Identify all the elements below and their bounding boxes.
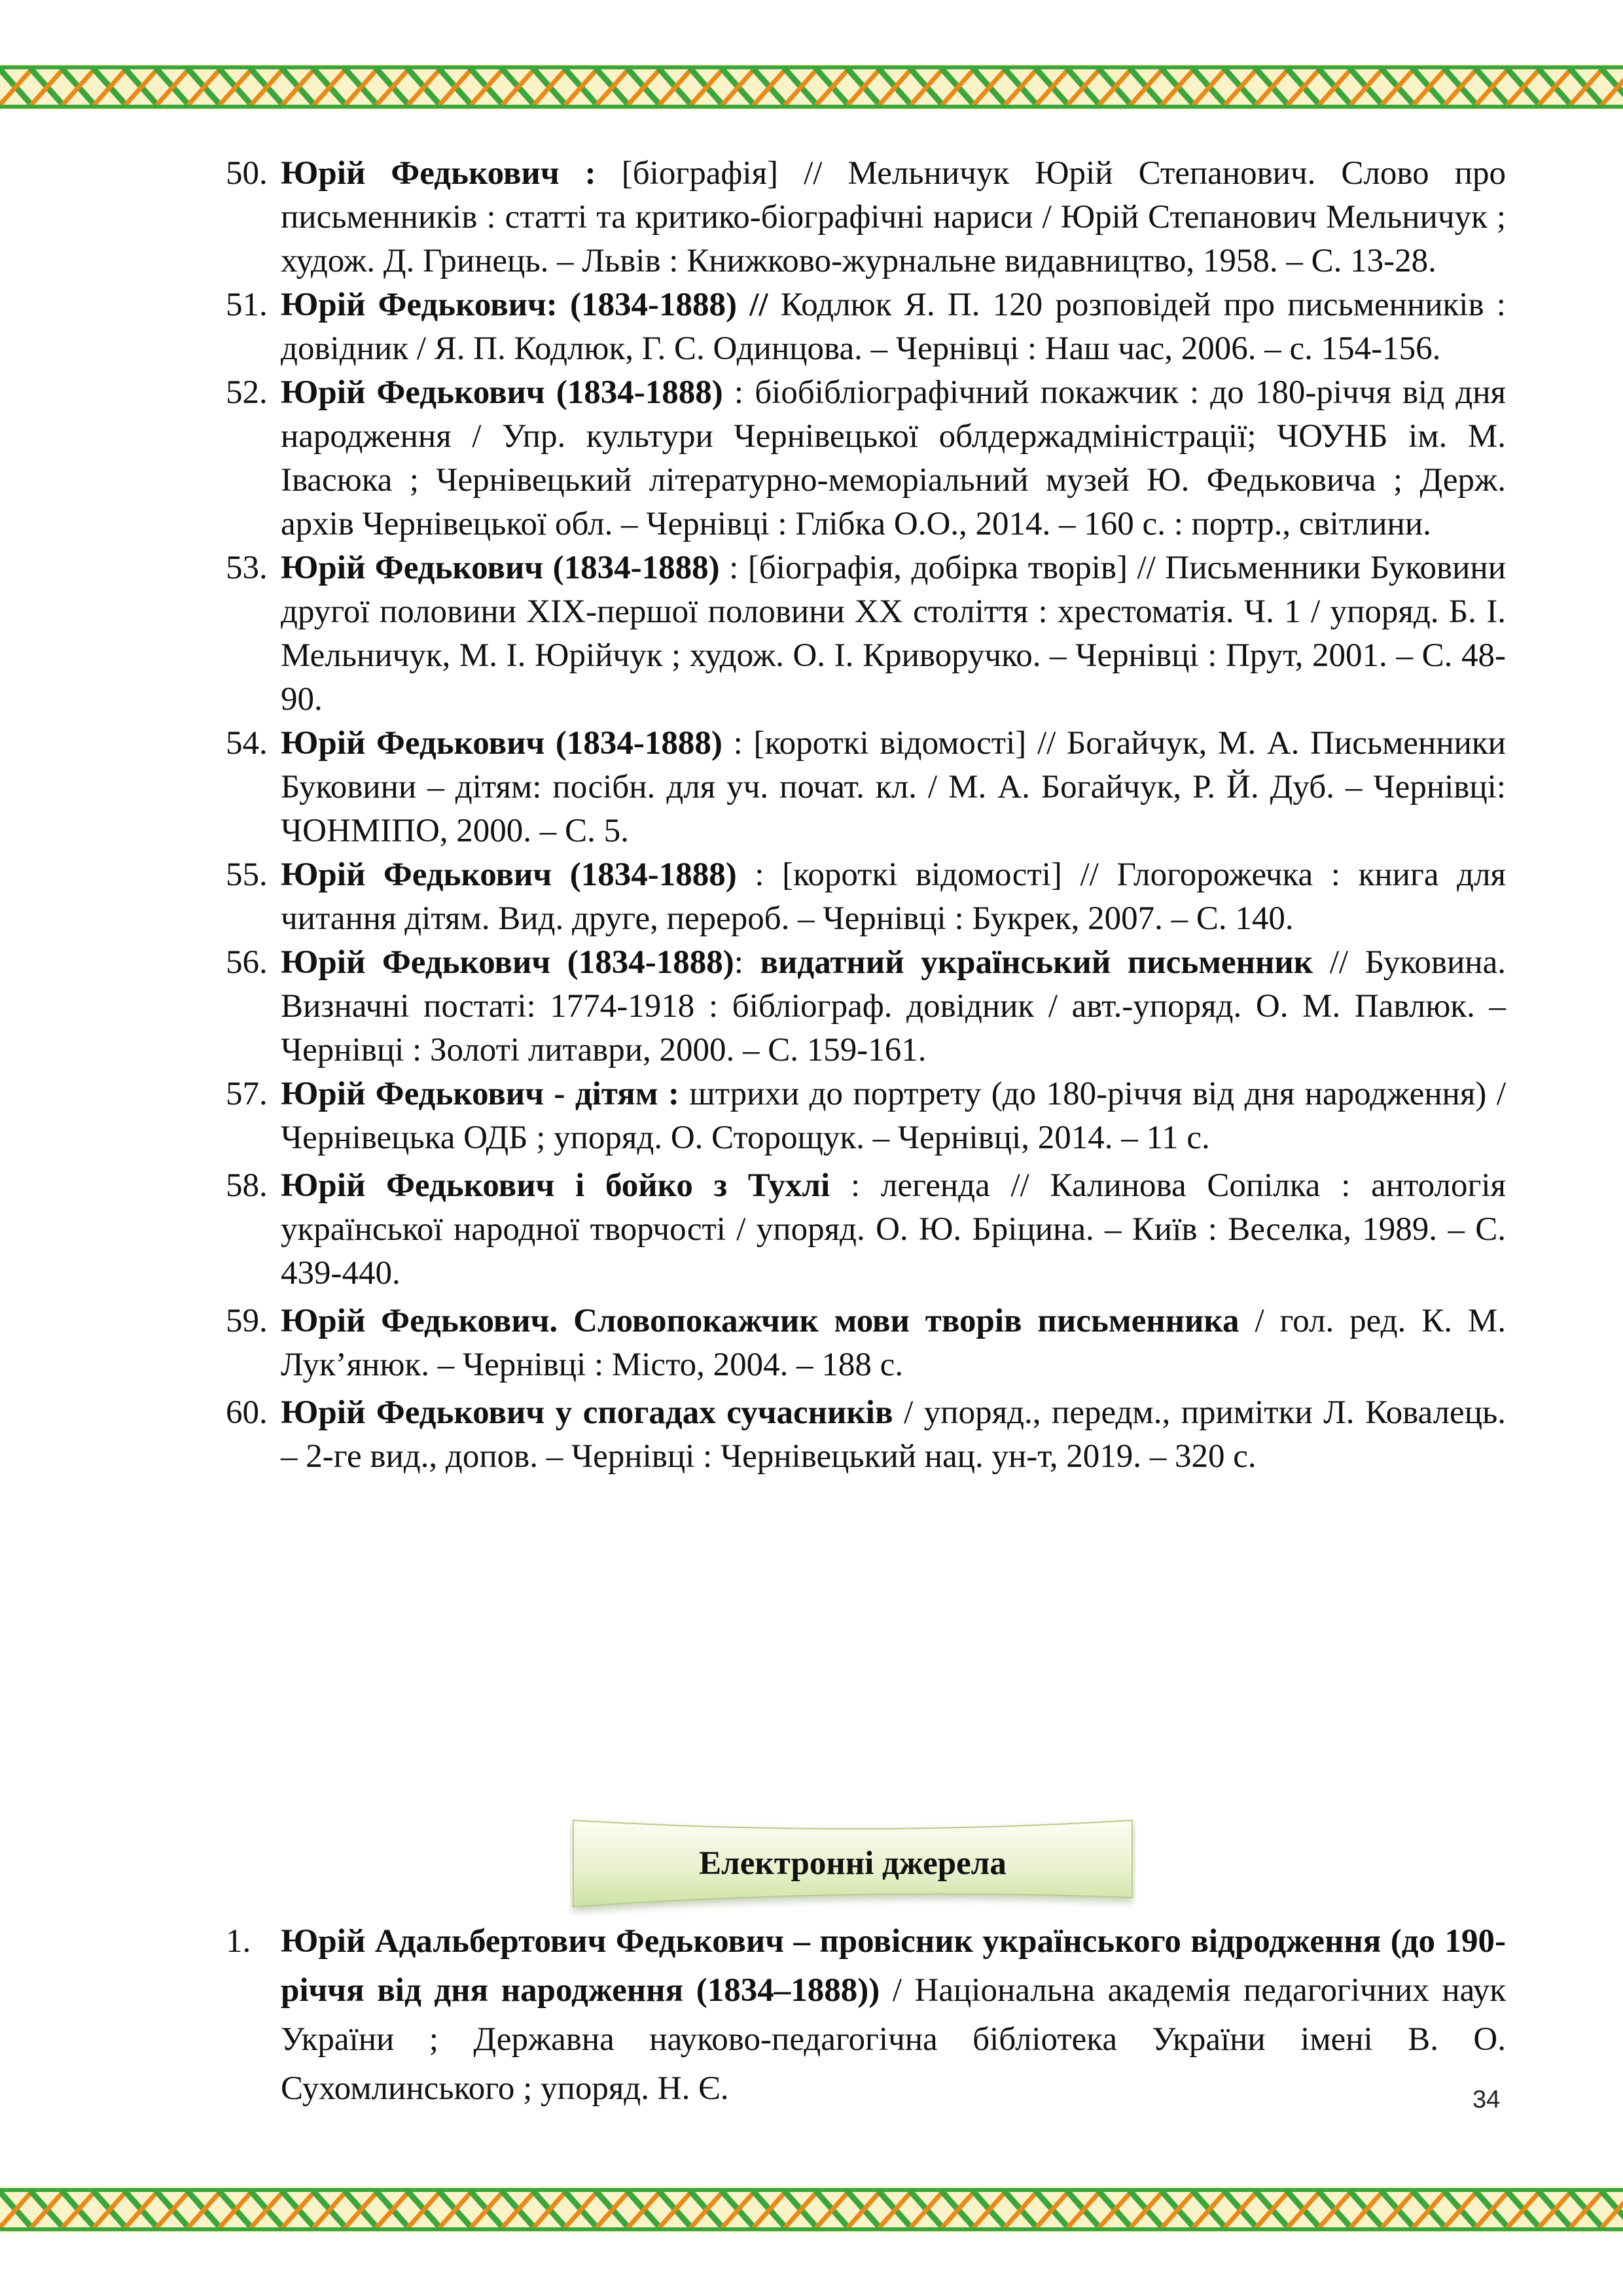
item-number: 51.: [226, 287, 268, 323]
item-subtitle: видатний український письменник: [760, 944, 1313, 981]
item-description: // Буковина. Визначні постаті: 1774-1918 : бібліограф. довідник / авт.-упоряд. О. М. Павлюк. – Чернівці : Золоті литаври, 2000. – С. 159-161.: [281, 944, 1506, 1069]
list-item: [226, 722, 1506, 853]
item-number: 53.: [226, 550, 268, 586]
list-item: [226, 941, 1506, 1072]
item-title: Юрій Федькович. Словопокажчик мови творів письменника: [281, 1303, 1240, 1339]
item-title: Юрій Федькович (1834-1888): [281, 944, 734, 981]
item-title: Юрій Федькович і бойко з Тухлі: [281, 1167, 830, 1204]
item-title: Юрій Федькович (1834-1888): [281, 725, 722, 762]
item-number: 56.: [226, 944, 268, 981]
item-description: : [короткі відомості] // Глогорожечка : книга для читання дітям. Вид. друге, перероб. – Чернівці : Букрек, 2007. – С. 140.: [281, 857, 1507, 937]
item-description: : легенда // Калинова Сопілка : антологія української народної творчості / упоряд. О. Ю. Бріцина. – Київ : Веселка, 1989. – С. 439-440.: [281, 1167, 1507, 1292]
list-item: [226, 1391, 1506, 1479]
item-title: Юрій Федькович (1834-1888): [281, 550, 720, 586]
item-title: Юрій Федькович: (1834-1888) //: [281, 287, 768, 323]
item-description: [біографія] // Мельничук Юрій Степанович. Слово про письменників : статті та критико-біографічні нариси / Юрій Степанович Мельничук ; худож. Д. Гринець. – Львів : Книжково-журнальне видавництво, 1958. – С. 13-28.: [281, 155, 1506, 279]
item-title: Юрій Федькович (1834-1888): [281, 374, 723, 411]
list-item: [226, 1917, 1506, 2113]
celtic-knot-border-bottom: [0, 2187, 1623, 2233]
list-item: [226, 546, 1506, 722]
item-description: / упоряд., передм., примітки Л. Ковалець. – 2-ге вид., допов. – Чернівці : Чернівецький нац. ун-т, 2019. – 320 с.: [281, 1394, 1506, 1475]
item-description: Кодлюк Я. П. 120 розповідей про письменників : довідник / Я. П. Кодлюк, Г. С. Одинцова. – Чернівці : Наш час, 2006. – с. 154-156.: [281, 287, 1506, 367]
electronic-sources-list: [226, 1917, 1506, 2113]
item-description: : біобібліографічний покажчик : до 180-річчя від дня народження / Упр. культури Чернівецької облдержадміністрації; ЧОУНБ ім. М. Івасюка ; Чернівецький літературно-меморіальний музей Ю. Федьковича ; Держ. архів Чернівецької обл. – Чернівці : Глібка О.О., 2014. – 160 с. : портр., світлини.: [281, 374, 1506, 542]
item-number: 60.: [226, 1394, 268, 1431]
list-item: [226, 1072, 1506, 1160]
item-number: 59.: [226, 1303, 268, 1339]
item-number: 54.: [226, 725, 268, 762]
item-number: 55.: [226, 857, 268, 893]
section-heading-banner: [569, 1811, 1136, 1916]
item-separator: :: [734, 944, 760, 981]
bottom-ornamental-border: [0, 2187, 1623, 2233]
item-title: Юрій Федькович у спогадах сучасників: [281, 1394, 893, 1431]
item-number: 57.: [226, 1076, 268, 1112]
item-description: : [короткі відомості] // Богайчук, М. А. Письменники Буковини – дітям: посібн. для уч. почат. кл. / М. А. Богайчук, Р. Й. Дуб. – Чернівці: ЧОНМІПО, 2000. – С. 5.: [281, 725, 1506, 849]
list-item: [226, 371, 1506, 546]
page-number: 34: [1472, 2086, 1501, 2113]
list-item: [226, 853, 1506, 941]
list-item: [226, 152, 1506, 283]
list-item: [226, 1299, 1506, 1387]
celtic-knot-border-top: [0, 64, 1623, 110]
item-description: штрихи до портрету (до 180-річчя від дня народження) / Чернівецька ОДБ ; упоряд. О. Сторощук. – Чернівці, 2014. – 11 с.: [281, 1076, 1507, 1156]
top-ornamental-border: [0, 64, 1623, 110]
item-description: / Національна академія педагогічних наук України ; Державна науково-педагогічна бібліотека України імені В. О. Сухомлинського ; упоряд. Н. Є.: [281, 1972, 1506, 2107]
item-title: Юрій Федькович - дітям :: [281, 1076, 679, 1112]
item-number: 52.: [226, 374, 268, 411]
item-description: / гол. ред. К. М. Лук’янюк. – Чернівці : Місто, 2004. – 188 с.: [281, 1303, 1506, 1383]
item-title: Юрій Адальбертович Федькович – провісник українського відродження (до 190-річчя від дня народження (1834–1888)): [281, 1923, 1506, 2009]
item-title: Юрій Федькович :: [281, 155, 596, 192]
item-title: Юрій Федькович (1834-1888): [281, 857, 737, 893]
item-description: : [біографія, добірка творів] // Письменники Буковини другої половини ХІХ-першої половини ХХ століття : хрестоматія. Ч. 1 / упоряд. Б. І. Мельничук, М. І. Юрійчук ; худож. О. І. Криворучко. – Чернівці : Прут, 2001. – С. 48-90.: [281, 550, 1506, 718]
item-number: 50.: [226, 155, 268, 192]
item-number: 1.: [226, 1923, 251, 1960]
list-item: [226, 283, 1506, 371]
item-number: 58.: [226, 1167, 268, 1204]
list-item: [226, 1164, 1506, 1296]
bibliography-list: [226, 152, 1506, 1479]
section-title: Електронні джерела: [699, 1845, 1007, 1882]
